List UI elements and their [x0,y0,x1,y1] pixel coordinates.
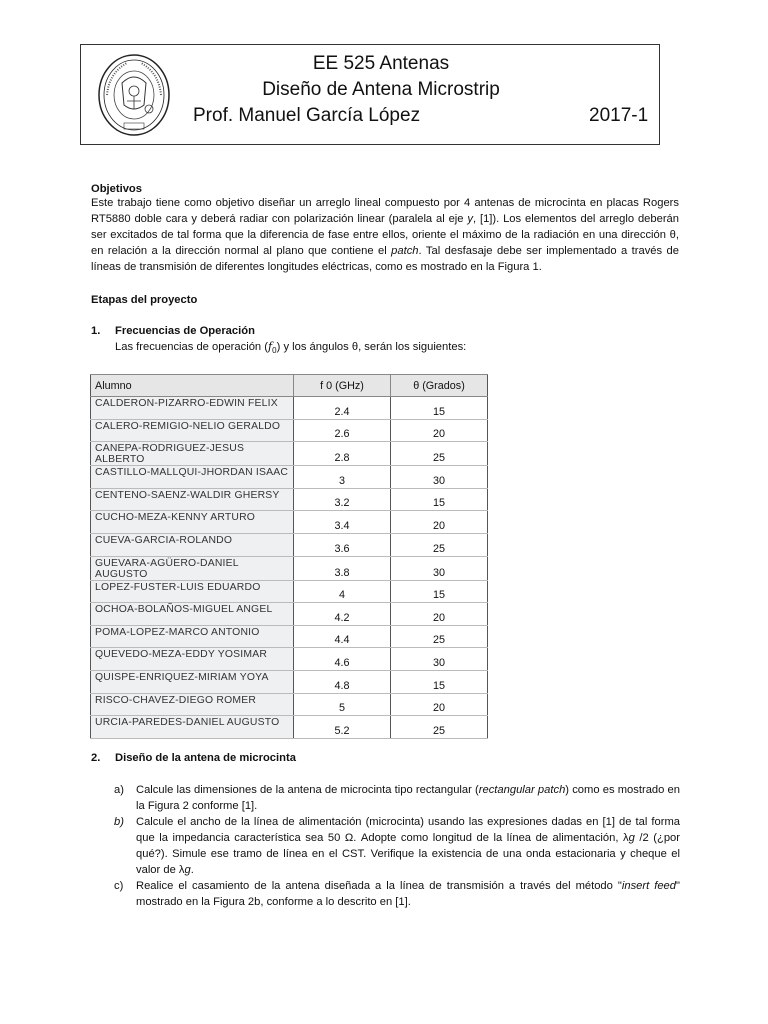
table-row [91,533,488,556]
student-name-cell: RISCO-CHAVEZ-DIEGO ROMER [91,693,294,716]
table-row [91,488,488,511]
student-name-cell: QUISPE-ENRIQUEZ-MIRIAM YOYA [91,670,294,693]
frequency-cell: 5.2 [294,716,391,739]
frequency-cell: 3.4 [294,511,391,534]
student-name-cell: CUCHO-MEZA-KENNY ARTURO [91,511,294,534]
student-name-cell: URCIA-PAREDES-DANIEL AUGUSTO [91,716,294,739]
table-row [91,419,488,442]
frequency-cell: 4.4 [294,625,391,648]
document-subtitle: Diseño de Antena Microstrip [262,79,500,100]
list-item-b: b) Calcule el ancho de la línea de alimentación (microcinta) usando las expresiones dadas en [1] de tal forma que la impedancia característica sea 50 Ω. Adopte como longitud de la línea de alimentación, λg /2 (¿por qué?). Simule ese tramo de línea en el CST. Verifique la existencia de una onda estacionaria y cheque el valor de λg. [114,816,680,876]
column-header-angle: θ (Grados) [391,375,488,397]
student-name-cell: OCHOA-BOLAÑOS-MIGUEL ANGEL [91,603,294,626]
angle-cell: 25 [391,625,488,648]
table-row [91,511,488,534]
angle-cell: 15 [391,580,488,603]
objectives-paragraph: Este trabajo tiene como objetivo diseñar un arreglo lineal compuesto por 4 antenas de microcinta en placas Rogers RT5880 doble cara y deberá radiar con polarización linear (paralela al eje y, [1]). Los elementos del arreglo deberán ser excitados de tal forma que la diferencia de fase entre ellos, oriente el máximo de la radiación en una dirección θ, en relación a la dirección normal al plano que contiene el patch. Tal desfasaje debe ser implementado a través de líneas de transmisión de diferentes longitudes eléctricas, como es mostrado en la Figura 1. [91,197,680,273]
table-row [91,603,488,626]
angle-cell: 15 [391,670,488,693]
column-header-frequency: f 0 (GHz) [294,375,391,397]
angle-cell: 25 [391,442,488,466]
angle-cell: 20 [391,603,488,626]
student-name-cell: CASTILLO-MALLQUI-JHORDAN ISAAC [91,466,294,489]
student-name-cell: CALDERON-PIZARRO-EDWIN FELIX [91,397,294,420]
frequency-cell: 3.8 [294,556,391,580]
table-row [91,716,488,739]
section-1-intro: Las frecuencias de operación $(f_0)$ y los ángulos θ, serán los siguientes: [115,340,467,356]
list-item-c: c) Realice el casamiento de la antena diseñada a la línea de transmisión a través del método "insert feed" mostrado en la Figura 2b, conforme a lo descrito en [1]. [114,880,680,908]
frequency-cell: 4.2 [294,603,391,626]
student-name-cell: CALERO-REMIGIO-NELIO GERALDO [91,419,294,442]
angle-cell: 15 [391,397,488,420]
angle-cell: 25 [391,533,488,556]
student-name-cell: GUEVARA-AGÜERO-DANIEL AUGUSTO [91,556,294,580]
frequency-cell: 3.6 [294,533,391,556]
table-row [91,693,488,716]
frequency-cell: 2.8 [294,442,391,466]
frequency-cell: 4 [294,580,391,603]
angle-cell: 30 [391,556,488,580]
student-name-cell: CANEPA-RODRIGUEZ-JESUS ALBERTO [91,442,294,466]
table-row [91,625,488,648]
angle-cell: 30 [391,648,488,671]
section-1-heading: 1. Frecuencias de Operación [91,325,255,337]
angle-cell: 30 [391,466,488,489]
table-row [91,670,488,693]
objectives-heading: Objetivos [91,183,142,195]
document-header [80,44,660,145]
column-header-alumno: Alumno [91,375,294,397]
table-row [91,442,488,466]
student-name-cell: LOPEZ-FUSTER-LUIS EDUARDO [91,580,294,603]
list-item-a: a) Calcule las dimensiones de la antena de microcinta tipo rectangular (rectangular patch) como es mostrado en la Figura 2 conforme [1]. [114,784,680,812]
student-name-cell: CENTENO-SAENZ-WALDIR GHERSY [91,488,294,511]
table-row [91,648,488,671]
section-2-heading: 2. Diseño de la antena de microcinta [91,752,296,764]
student-name-cell: QUEVEDO-MEZA-EDDY YOSIMAR [91,648,294,671]
term-label: 2017-1 [589,105,649,126]
frequency-cell: 3.2 [294,488,391,511]
angle-cell: 15 [391,488,488,511]
frequency-cell: 2.4 [294,397,391,420]
frequency-cell: 4.8 [294,670,391,693]
professor-name: Prof. Manuel García López [193,105,421,126]
angle-cell: 25 [391,716,488,739]
table-row [91,556,488,580]
frequency-cell: 3 [294,466,391,489]
stages-heading: Etapas del proyecto [91,294,198,306]
student-frequency-table [90,374,488,739]
student-name-cell: POMA-LOPEZ-MARCO ANTONIO [91,625,294,648]
frequency-cell: 5 [294,693,391,716]
course-title: EE 525 Antenas [312,53,450,74]
table-row [91,466,488,489]
angle-cell: 20 [391,511,488,534]
student-name-cell: CUEVA-GARCIA-ROLANDO [91,533,294,556]
table-row [91,397,488,420]
angle-cell: 20 [391,693,488,716]
table-row [91,580,488,603]
frequency-cell: 4.6 [294,648,391,671]
frequency-cell: 2.6 [294,419,391,442]
angle-cell: 20 [391,419,488,442]
